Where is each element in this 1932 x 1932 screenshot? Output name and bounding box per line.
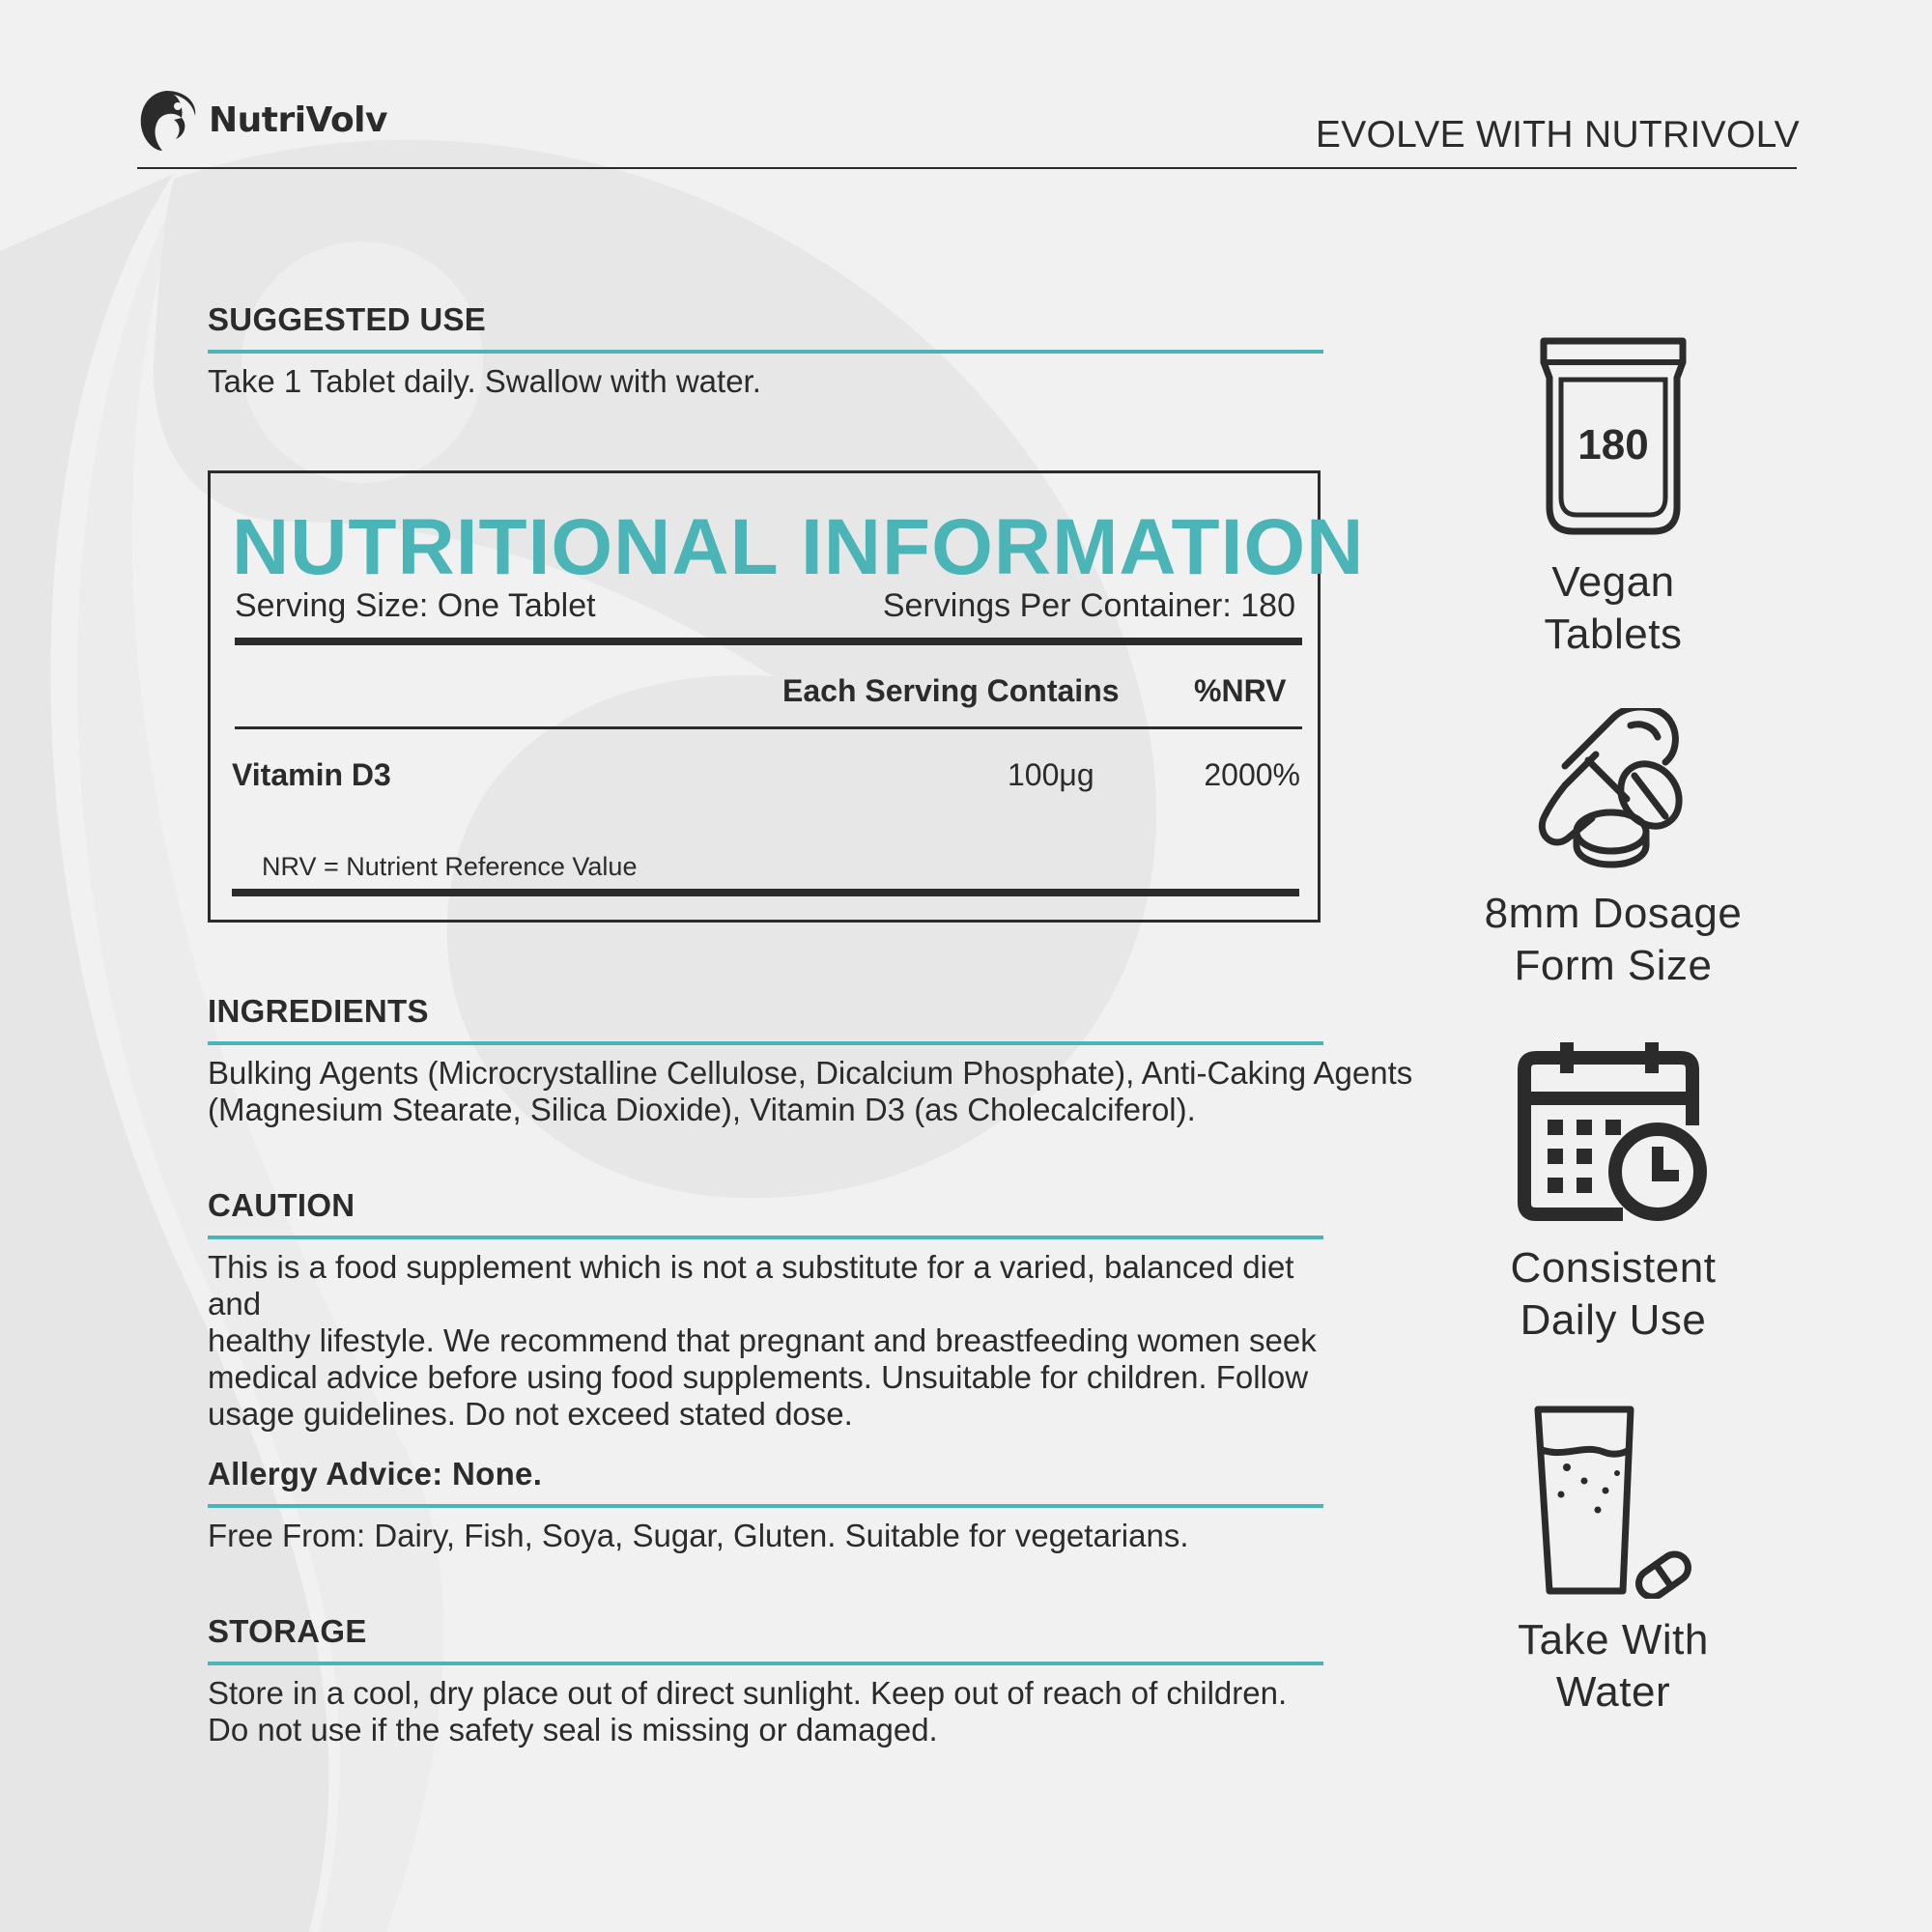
header-divider — [137, 167, 1797, 169]
feature-label-line: Vegan — [1551, 558, 1675, 606]
storage-line: Store in a cool, dry place out of direct sunlight. Keep out of reach of children. — [208, 1675, 1288, 1711]
suggested-use-section — [208, 301, 1328, 400]
calendar-clock-icon — [1517, 1038, 1710, 1227]
storage-line: Do not use if the safety seal is missing or damaged. — [208, 1712, 938, 1747]
nutrition-divider-header — [235, 726, 1302, 729]
storage-heading: STORAGE — [208, 1613, 1323, 1665]
suggested-use-heading: SUGGESTED USE — [208, 301, 1323, 354]
nutrition-panel — [208, 470, 1365, 923]
capsule-tablets-icon — [1536, 708, 1690, 872]
column-header-nrv: %NRV — [1194, 673, 1287, 708]
nutrient-amount: 100μg — [1008, 757, 1094, 792]
caution-section — [208, 1187, 1328, 1433]
brand-mark-icon — [137, 87, 199, 153]
feature-label — [1439, 1242, 1787, 1347]
caution-text — [208, 1249, 1328, 1433]
brand-name: NutriVolv — [209, 99, 387, 140]
feature-label — [1439, 888, 1787, 992]
nutrition-divider-bottom — [232, 889, 1299, 896]
nutrient-nrv: 2000% — [1204, 757, 1300, 792]
nutrition-title: NUTRITIONAL INFORMATION — [232, 503, 1365, 591]
allergy-heading: Allergy Advice: None. — [208, 1456, 1323, 1508]
ingredients-heading: INGREDIENTS — [208, 993, 1323, 1045]
feature-vegan-tablets — [1439, 333, 1787, 661]
feature-label — [1439, 1614, 1787, 1719]
allergy-section — [208, 1456, 1328, 1554]
feature-label — [1439, 556, 1787, 661]
storage-section — [208, 1613, 1328, 1748]
feature-take-with-water — [1439, 1406, 1787, 1719]
allergy-text: Free From: Dairy, Fish, Soya, Sugar, Gluten. Suitable for vegetarians. — [208, 1518, 1189, 1553]
tagline: EVOLVE WITH NUTRIVOLV — [1315, 114, 1800, 156]
feature-label-line: Consistent — [1510, 1244, 1717, 1292]
caution-line: healthy lifestyle. We recommend that pregnant and breastfeeding women seek — [208, 1322, 1317, 1358]
glass-water-icon — [1517, 1406, 1710, 1599]
nutrition-divider-top — [235, 638, 1302, 645]
serving-size: Serving Size: One Tablet — [235, 587, 596, 624]
brand-logo — [137, 87, 387, 153]
feature-label-line: Form Size — [1514, 942, 1713, 989]
feature-label-line: 8mm Dosage — [1484, 890, 1743, 937]
feature-daily-use — [1439, 1038, 1787, 1347]
servings-per-container: Servings Per Container: 180 — [882, 587, 1295, 624]
pouch-count-text: 180 — [1577, 421, 1649, 469]
caution-line: medical advice before using food supplements. Unsuitable for children. Follow — [208, 1359, 1309, 1395]
feature-label-line: Water — [1555, 1668, 1671, 1716]
storage-text — [208, 1675, 1328, 1748]
feature-dosage-size — [1439, 708, 1787, 992]
ingredients-line: (Magnesium Stearate, Silica Dioxide), Vitamin D3 (as Cholecalciferol). — [208, 1092, 1196, 1127]
suggested-use-text: Take 1 Tablet daily. Swallow with water. — [208, 363, 761, 399]
nrv-footnote: NRV = Nutrient Reference Value — [262, 852, 638, 881]
feature-label-line: Take With — [1518, 1616, 1709, 1663]
caution-heading: CAUTION — [208, 1187, 1323, 1239]
feature-label-line: Daily Use — [1520, 1296, 1707, 1344]
ingredients-text — [208, 1055, 1425, 1128]
caution-line: This is a food supplement which is not a substitute for a varied, balanced diet and — [208, 1249, 1294, 1321]
pouch-icon — [1536, 333, 1690, 541]
column-header-each-serving: Each Serving Contains — [782, 673, 1120, 708]
ingredients-line: Bulking Agents (Microcrystalline Cellulose, Dicalcium Phosphate), Anti-Caking Agents — [208, 1055, 1413, 1091]
feature-label-line: Tablets — [1544, 611, 1683, 658]
nutrient-name: Vitamin D3 — [232, 757, 391, 792]
ingredients-section — [208, 993, 1425, 1128]
caution-line: usage guidelines. Do not exceed stated dose. — [208, 1396, 853, 1432]
